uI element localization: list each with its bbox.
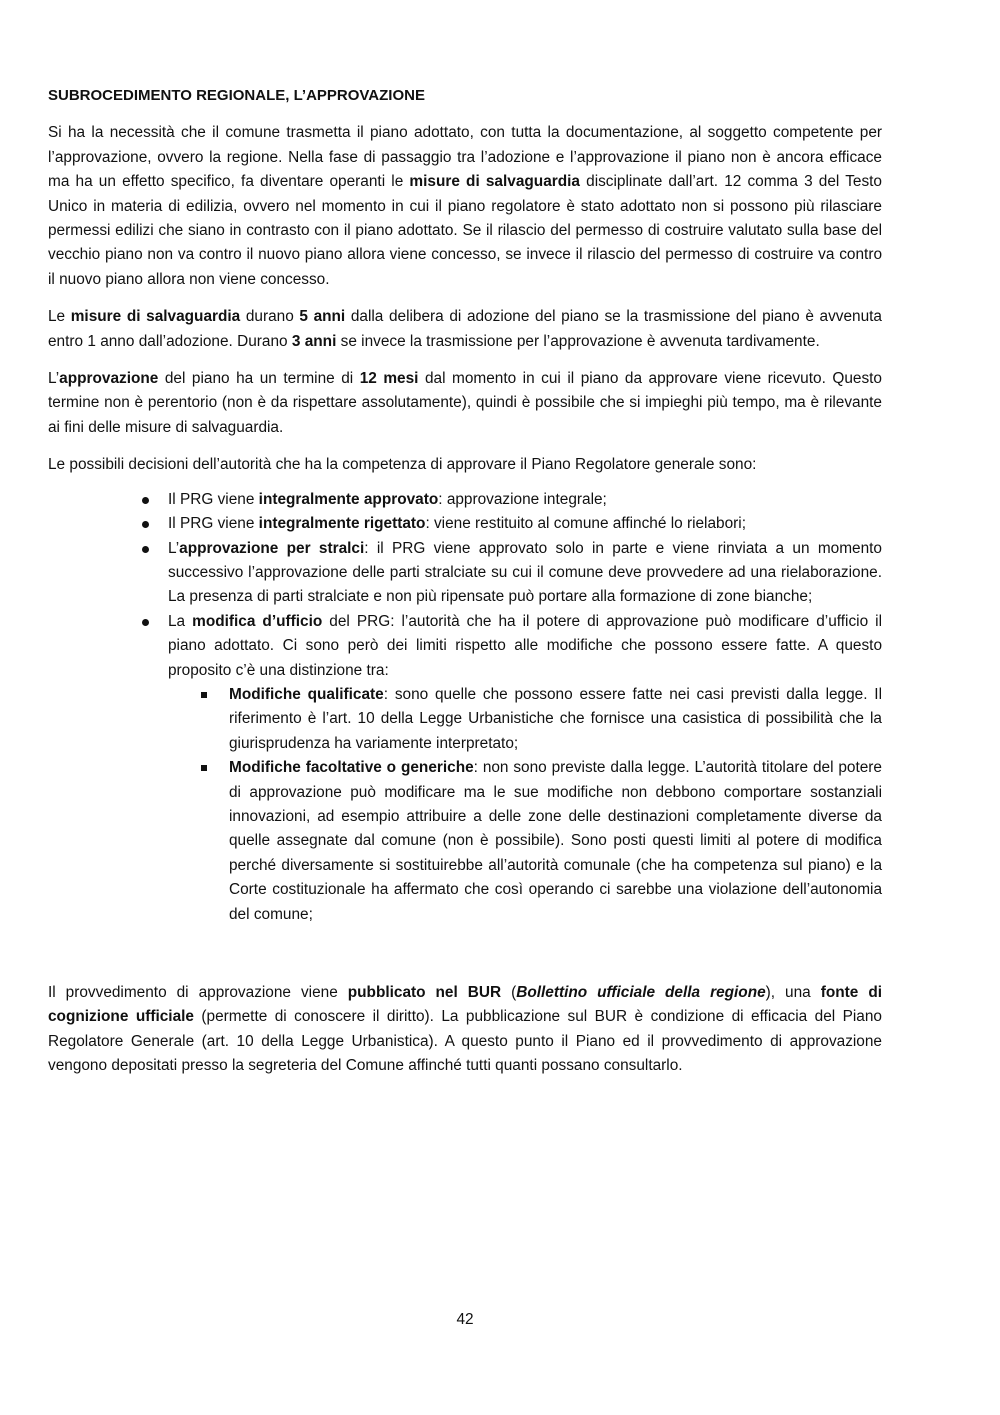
list-item: Il PRG viene integralmente approvato: approvazione integrale;	[168, 488, 882, 512]
section-heading: SUBROCEDIMENTO REGIONALE, L’APPROVAZIONE	[48, 87, 425, 104]
paragraph-pubblicazione: Il provvedimento di approvazione viene pubblicato nel BUR (Bollettino ufficiale della regione), una fonte di cognizione ufficiale (permette di conoscere il diritto). La pubblicazione sul BUR è condizione di efficacia del Piano Regolatore Generale (art. 10 della Legge Urbanistica). A questo punto il Piano ed il provvedimento di approvazione vengono depositati presso la segreteria del Comune affinché tutti quanti possano consultarlo.	[48, 984, 882, 1075]
list-item: Il PRG viene integralmente rigettato: viene restituito al comune affinché lo rielabori;	[168, 512, 882, 536]
bold-italic-term: Bollettino ufficiale della regione	[516, 984, 766, 1001]
spacer	[48, 927, 882, 981]
sublist-item: Modifiche qualificate: sono quelle che possono essere fatte nei casi previsti dalla legge. Il riferimento è l’art. 10 della Legge Urbanistiche che fornisce una casistica di possibilità che la giurisprudenza ha variamente interpretato;	[229, 683, 882, 756]
modifiche-sublist	[168, 683, 882, 927]
document-page	[48, 84, 882, 1092]
paragraph-approvazione: L’approvazione del piano ha un termine di 12 mesi dal momento in cui il piano da approvare viene ricevuto. Questo termine non è perentorio (non è da rispettare assolutamente), quindi è possibile che si impieghi più tempo, ma è rilevante ai fini delle misure di salvaguardia.	[48, 370, 882, 436]
page-number: 42	[456, 1311, 474, 1328]
bold-term: 12 mesi	[359, 370, 419, 388]
decisioni-list	[48, 488, 882, 927]
sublist-item: Modifiche facoltative o generiche: non sono previste dalla legge. L’autorità titolare del potere di approvazione può modificare ma le sue modifiche non debbono comportare sostanziali innovazioni, ad esempio attribuire a delle zone delle destinazioni completamente diverse da quelle assegnate dal comune (non è possibile). Sono posti questi limiti al potere di modifica perché diversamente si sostituirebbe all’autorità comunale (che ha competenza sul piano) e la Corte costituzionale ha affermato che così operando ci sarebbe una violazione dell’autonomia del comune;	[229, 756, 882, 927]
bold-term: approvazione	[59, 370, 159, 388]
paragraph-decisioni-intro: Le possibili decisioni dell’autorità che ha la competenza di approvare il Piano Regolatore generale sono:	[48, 456, 757, 474]
list-item: La modifica d’ufficio del PRG: l’autorità che ha il potere di approvazione può modificare d’ufficio il piano adottato. Ci sono però dei limiti rispetto alle modifiche che possono essere fatte. A questo proposito c’è una distinzione tra: Modifiche qualificate: sono quelle che possono essere fatte nei casi previsti dalla legge. Il riferimento è l’art. 10 della Legge Urbanistiche che fornisce una casistica di possibilità che la giurisprudenza ha variamente interpretato; Modifiche facoltative o generiche: non sono previste dalla legge. L’autorità titolare del potere di approvazione può modificare ma le sue modifiche non debbono comportare sostanziali innovazioni, ad esempio attribuire a delle zone delle destinazioni completamente diverse da quelle assegnate dal comune (non è possibile). Sono posti questi limiti al potere di modifica perché diversamente si sostituirebbe all’autorità comunale (che ha competenza sul piano) e la Corte costituzionale ha affermato che così operando ci sarebbe una violazione dell’autonomia del comune;	[168, 610, 882, 927]
bold-term: 3 anni	[291, 332, 337, 350]
bold-term: fonte di cognizione ufficiale	[48, 984, 882, 1026]
paragraph-trasmissione: Si ha la necessità che il comune trasmetta il piano adottato, con tutta la documentazione, al soggetto competente per l’approvazione, ovvero la regione. Nella fase di passaggio tra l’adozione e l’approvazione il piano non è ancora efficace ma ha un effetto specifico, fa diventare operanti le misure di salvaguardia disciplinate dall’art. 12 comma 3 del Testo Unico in materia di edilizia, ovvero nel momento in cui il piano regolatore è stato adottato non si possono più rilasciare permessi edilizi che siano in contrasto con il piano adottato. Se il rilascio del permesso di costruire valutato sulla base del vecchio piano non va contro il nuovo piano allora viene concesso, se invece il rilascio del permesso di costruire va contro il nuovo piano allora non viene concesso.	[48, 124, 882, 288]
bold-term: misure di salvaguardia	[70, 308, 241, 326]
bold-term: pubblicato nel BUR	[347, 984, 502, 1001]
bold-term: 5 anni	[299, 308, 346, 326]
bold-term: misure di salvaguardia	[409, 173, 580, 191]
paragraph-salvaguardia: Le misure di salvaguardia durano 5 anni dalla delibera di adozione del piano se la trasmissione del piano è avvenuta entro 1 anno dall’adozione. Durano 3 anni se invece la trasmissione per l’approvazione è avvenuta tardivamente.	[48, 308, 882, 350]
list-item: L’approvazione per stralci: il PRG viene approvato solo in parte e viene rinviata a un momento successivo l’approvazione delle parti stralciate su cui il comune deve provvedere ad una rielaborazione. La presenza di parti stralciate e non più ripensate può portare alla formazione di zone bianche;	[168, 537, 882, 610]
